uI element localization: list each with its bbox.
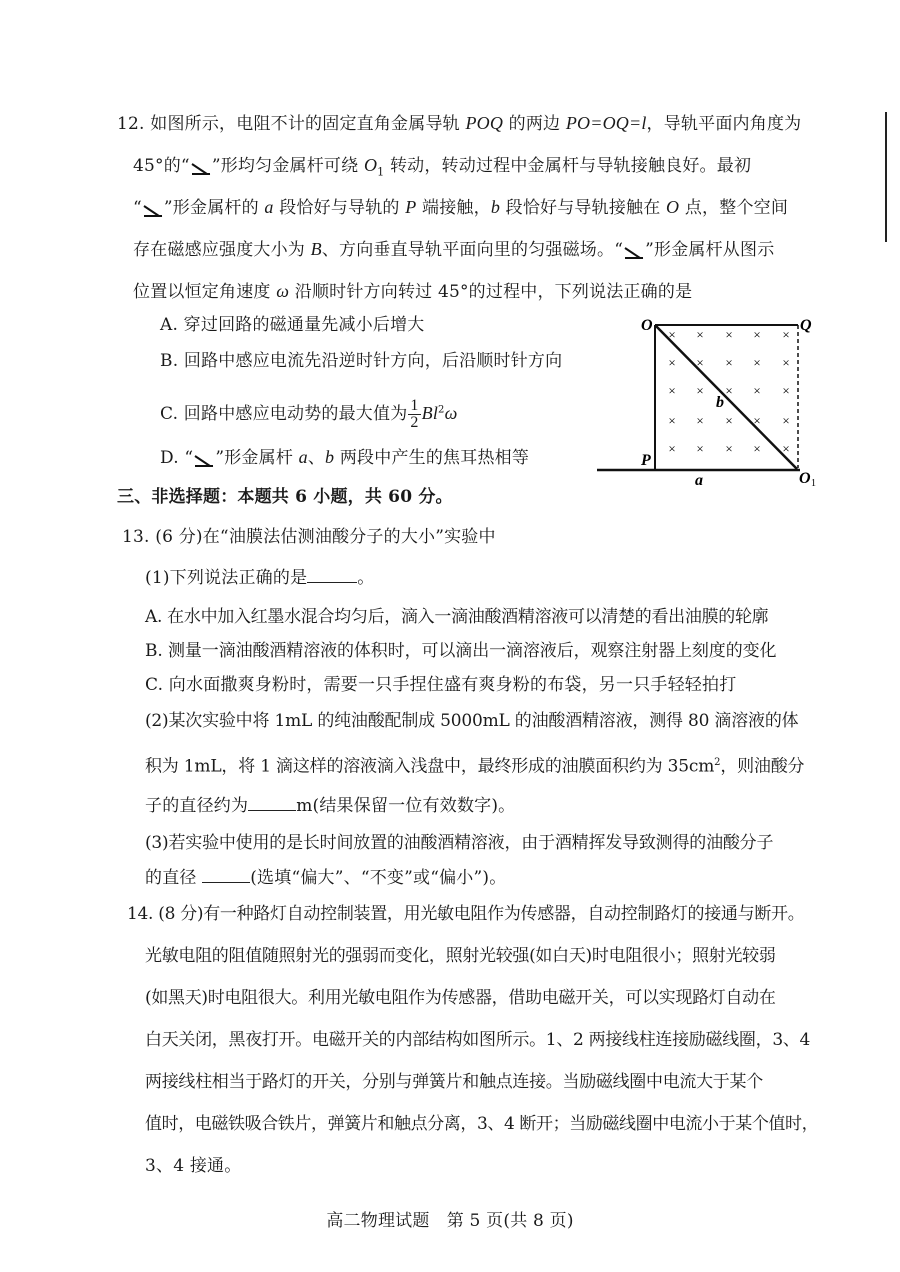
q14-line-4: 白天关闭，黑夜打开。电磁开关的内部结构如图所示。1、2 两接线柱连接励磁线圈，3、4: [145, 1030, 811, 1050]
q13-part-2-line-2: [145, 752, 804, 778]
q14-line-6: 值时，电磁铁吸合铁片，弹簧片和触点分离，3、4 断开；当励磁线圈中电流小于某个值时，: [145, 1114, 819, 1134]
field-cross: ×: [725, 413, 733, 428]
q12-pivot-sub: 1: [377, 165, 385, 179]
q12-option-d: [160, 446, 529, 469]
q12-text: 段恰好与导轨接触在: [500, 198, 667, 218]
q12-text: 、方向垂直导轨平面向里的匀强磁场。“: [321, 240, 624, 260]
q12-line-3: [133, 196, 788, 219]
q13-title: 13. (6 分)在“油膜法估测油酸分子的大小”实验中: [122, 527, 496, 547]
field-cross: ×: [696, 355, 704, 370]
magnetic-field-crosses: [668, 327, 789, 456]
q12-var: b: [325, 447, 335, 467]
field-cross: ×: [753, 413, 761, 428]
q12-text: ”形均匀金属杆可绕: [211, 156, 364, 176]
q12-equation: PO=OQ=l: [565, 113, 647, 133]
q12-expr: Bl: [421, 403, 439, 423]
q14-line-5: 两接线柱相当于路灯的开关，分别与弹簧片和触点连接。当励磁线圈中电流大于某个: [145, 1072, 763, 1092]
q13-option-a: A. 在水中加入红墨水混合均匀后，滴入一滴油酸酒精溶液可以清楚的看出油膜的轮廓: [145, 607, 769, 627]
q12-text: ，导轨平面内角度为: [646, 114, 802, 134]
q12-expr-omega: ω: [444, 403, 458, 423]
q12-text: ”形金属杆: [215, 448, 299, 468]
q12-option-b: B. 回路中感应电流先沿逆时针方向，后沿顺时针方向: [160, 351, 563, 371]
q12-text: “: [133, 198, 142, 218]
field-cross: ×: [668, 413, 676, 428]
q12-text: C. 回路中感应电动势的最大值为: [160, 404, 408, 424]
q12-var: B: [310, 239, 322, 259]
q12-text: 存在磁感应强度大小为: [133, 240, 311, 260]
q12-option-a: A. 穿过回路的磁通量先减小后增大: [160, 315, 425, 335]
q13-option-b: B. 测量一滴油酸酒精溶液的体积时，可以滴出一滴溶液后，观察注射器上刻度的变化: [145, 641, 777, 661]
q14-line-1: 14. (8 分)有一种路灯自动控制装置，用光敏电阻作为传感器，自动控制路灯的接通与断开。: [127, 904, 805, 924]
q13-part-2-line-1: (2)某次实验中将 1mL 的纯油酸配制成 5000mL 的油酸酒精溶液，测得 80 滴溶液的体: [145, 711, 799, 731]
q12-var: P: [405, 197, 417, 217]
field-cross: ×: [725, 327, 733, 342]
q12-var: b: [490, 197, 501, 217]
q13-part-3-line-2: [145, 866, 506, 889]
q13-sup: 2: [714, 757, 721, 768]
answer-blank[interactable]: [202, 866, 250, 883]
q13-text: 子的直径约为: [145, 796, 249, 816]
q12-var: a: [264, 197, 274, 217]
q12-var: a: [298, 447, 308, 467]
label-P: P: [641, 452, 651, 469]
field-cross: ×: [696, 441, 704, 456]
field-cross: ×: [725, 355, 733, 370]
q13-part-2-line-3: [145, 794, 515, 817]
answer-blank[interactable]: [248, 794, 296, 811]
label-O1: O: [799, 470, 811, 487]
q12-line-5: [133, 280, 692, 303]
answer-blank[interactable]: [307, 566, 357, 583]
q12-expr-exp: 2: [438, 404, 445, 416]
q12-var: O: [666, 197, 680, 217]
field-cross: ×: [668, 441, 676, 456]
field-cross: ×: [782, 355, 790, 370]
field-cross: ×: [668, 355, 676, 370]
q13-text: 的直径: [145, 868, 203, 888]
rod-shape-icon: [142, 202, 164, 216]
q12-rail-name: POQ: [465, 113, 504, 133]
q12-text: 沿顺时针方向转过 45°的过程中，下列说法正确的是: [289, 282, 693, 302]
q12-figure: [590, 305, 830, 490]
q12-text: ”形金属杆从图示: [645, 240, 775, 260]
field-cross: ×: [696, 327, 704, 342]
q13-text: (选填“偏大”、“不变”或“偏小”)。: [250, 868, 507, 888]
label-O: O: [641, 317, 653, 334]
q12-text: ”形金属杆的: [163, 198, 265, 218]
q13-option-c: C. 向水面撒爽身粉时，需要一只手捏住盛有爽身粉的布袋，另一只手轻轻拍打: [145, 675, 737, 695]
field-cross: ×: [782, 413, 790, 428]
page-footer: 高二物理试题 第 5 页(共 8 页): [326, 1211, 574, 1231]
fraction-denominator: 2: [410, 414, 419, 431]
label-a: a: [695, 472, 703, 489]
field-cross: ×: [753, 383, 761, 398]
q13-part-1: [145, 566, 374, 589]
q12-text: 两段中产生的焦耳热相等: [334, 448, 530, 468]
fraction: [408, 398, 420, 431]
q14-line-2: 光敏电阻的阻值随照射光的强弱而变化，照射光较强(如白天)时电阻很小；照射光较弱: [145, 946, 776, 966]
section-heading: 三、非选择题：本题共 6 小题，共 60 分。: [117, 487, 453, 507]
label-O1-sub: 1: [811, 478, 816, 489]
field-cross: ×: [753, 355, 761, 370]
q12-text: 转动，转动过程中金属杆与导轨接触良好。最初: [384, 156, 752, 176]
q12-text: 段恰好与导轨的: [273, 198, 406, 218]
q12-line-1: [117, 112, 801, 135]
label-Q: Q: [800, 317, 812, 334]
field-cross: ×: [696, 383, 704, 398]
q12-text: 、: [307, 448, 326, 468]
field-cross: ×: [782, 441, 790, 456]
rod-shape-icon: [190, 160, 212, 174]
q12-var: ω: [276, 281, 290, 301]
margin-binding-line: [885, 112, 887, 242]
q14-line-3: (如黑天)时电阻很大。利用光敏电阻作为传感器，借助电磁开关，可以实现路灯自动在: [145, 988, 776, 1008]
q12-text: 位置以恒定角速度: [133, 282, 277, 302]
field-cross: ×: [725, 383, 733, 398]
rod-shape-icon: [623, 244, 645, 258]
q12-text: 45°的“: [133, 156, 190, 176]
q13-text: 。: [357, 568, 375, 588]
fraction-numerator: 1: [410, 397, 419, 414]
q13-text: m(结果保留一位有效数字)。: [296, 796, 516, 816]
q12-text: 点，整个空间: [679, 198, 789, 218]
field-cross: ×: [668, 327, 676, 342]
q12-line-4: [133, 238, 774, 261]
q12-text: 端接触，: [416, 198, 491, 218]
field-cross: ×: [782, 327, 790, 342]
label-b: b: [716, 394, 724, 411]
q13-text: ，则油酸分: [720, 756, 805, 777]
field-cross: ×: [725, 441, 733, 456]
q12-text: D. “: [160, 448, 194, 468]
q12-option-c: [160, 398, 458, 431]
field-cross: ×: [753, 327, 761, 342]
field-cross: ×: [753, 441, 761, 456]
field-cross: ×: [668, 383, 676, 398]
q12-text: 的两边: [503, 114, 566, 134]
q12-text: 12. 如图所示，电阻不计的固定直角金属导轨: [117, 114, 466, 134]
q13-part-3-line-1: (3)若实验中使用的是长时间放置的油酸酒精溶液，由于酒精挥发导致测得的油酸分子: [145, 833, 774, 853]
q12-pivot: O: [363, 155, 378, 175]
rod-shape-icon: [193, 452, 215, 466]
q14-line-7: 3、4 接通。: [145, 1156, 242, 1176]
field-cross: ×: [782, 383, 790, 398]
q13-text: (1)下列说法正确的是: [145, 568, 308, 588]
q13-text: 积为 1mL，将 1 滴这样的溶液滴入浅盘中，最终形成的油膜面积约为 35cm: [145, 756, 715, 777]
field-cross: ×: [696, 413, 704, 428]
q12-line-2: [133, 154, 751, 183]
